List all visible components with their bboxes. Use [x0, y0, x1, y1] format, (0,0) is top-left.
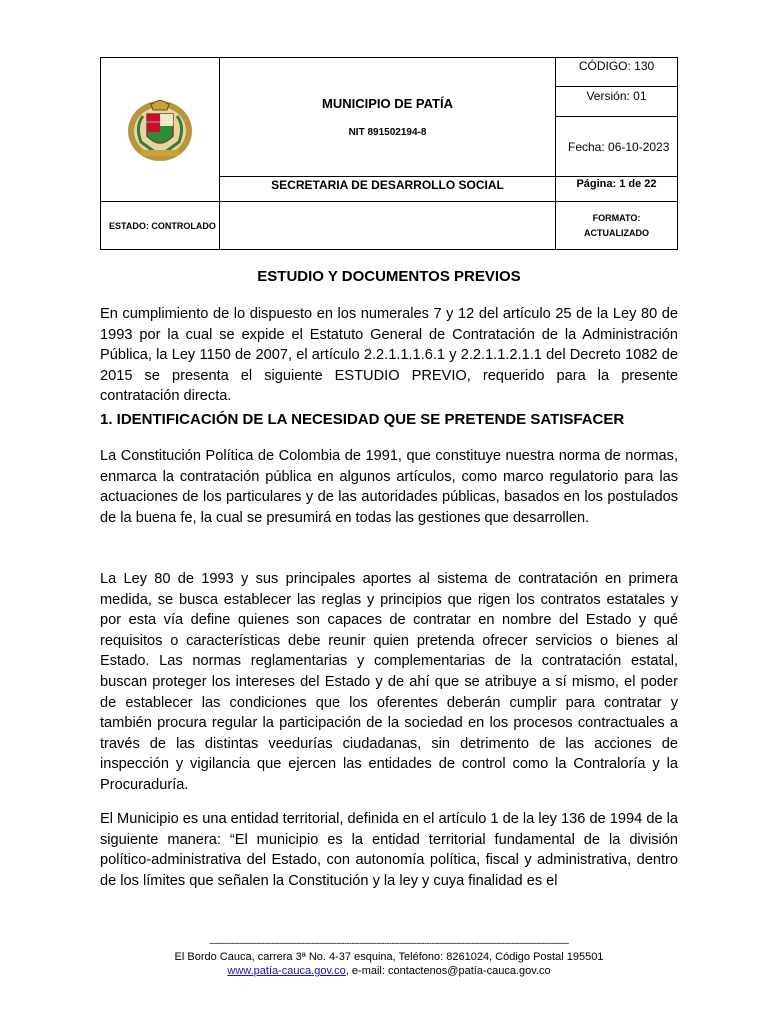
section-1-heading: 1. IDENTIFICACIÓN DE LA NECESIDAD QUE SE PRETENDE SATISFACER	[100, 411, 625, 428]
municipal-coat-of-arms-icon	[125, 96, 195, 164]
intro-paragraph: En cumplimiento de lo dispuesto en los numerales 7 y 12 del artículo 25 de la Ley 80 de 1993 por la cual se expide el Estatuto General de Contratación de la Administración Pública, la Ley 1150 de 2007, el artículo 2.2.1.1.1.6.1 y 2.2.1.1.2.1.1 del Decreto 1082 de 2015 se presenta el siguiente ESTUDIO PREVIO, requerido para la presente contratación directa.	[100, 306, 678, 405]
department-name: SECRETARIA DE DESARROLLO SOCIAL	[271, 178, 504, 192]
section-1-paragraph-3: El Municipio es una entidad territorial, definida en el artículo 1 de la ley 136 de 1994 de la siguiente manera: “El municipio es la entidad territorial fundamental de la división político-administrativa del Estado, con autonomía política, fiscal y administrativa, dentro de los límites que señalen la Constitución y la ley y cuya finalidad es el	[100, 811, 678, 889]
empty-cell	[220, 202, 556, 250]
nit-number: NIT 891502194-8	[348, 127, 427, 138]
title-cell	[220, 58, 556, 177]
code-cell	[556, 58, 678, 87]
document-code: CÓDIGO: 130	[578, 59, 655, 73]
document-status: ESTADO: CONTROLADO	[109, 220, 216, 231]
document-date: Fecha: 06-10-2023	[568, 139, 670, 154]
format-cell	[556, 202, 678, 250]
format-label: FORMATO:	[592, 212, 641, 223]
document-header-table	[100, 57, 678, 250]
status-cell	[101, 202, 220, 250]
page-cell	[556, 177, 678, 202]
municipality-name: MUNICIPIO DE PATÍA	[322, 96, 453, 111]
footer-separator: ------------------------------------------------------------------------------------------------------------------------------------------------	[209, 938, 569, 948]
document-title: ESTUDIO Y DOCUMENTOS PREVIOS	[257, 268, 521, 285]
date-cell	[556, 117, 678, 177]
website-link[interactable]: www.patía-cauca.gov.co	[227, 965, 346, 977]
section-1-paragraph-2: La Ley 80 de 1993 y sus principales aportes al sistema de contratación en primera medida, se busca establecer las reglas y principios que rigen los contratos estatales y por esta vía define quienes son capaces de contratar en nombre del Estado y qué requisitos o características debe reunir quien pretenda ofrecer servicios o bienes al Estado. Las normas reglamentarias y complementarias de la contratación estatal, buscan proteger los intereses del Estado y de ahí que se atribuye a sí mismo, el poder de establecer las condiciones que los oferentes deberán cumplir para contratar y también procura regular la participación de la sociedad en los procesos contractuales a través de las distintas veedurías ciudadanas, sin detrimento de las acciones de inspección y vigilancia que ejercen las entidades de control como la Contraloría y la Procuraduría.	[100, 571, 678, 793]
page-number: Página: 1 de 22	[576, 178, 657, 190]
version-cell	[556, 87, 678, 117]
footer-contact	[100, 964, 678, 978]
department-cell	[220, 177, 556, 202]
format-value: ACTUALIZADO	[584, 227, 649, 238]
footer-address: El Bordo Cauca, carrera 3ª No. 4-37 esquina, Teléfono: 8261024, Código Postal 195501	[174, 951, 604, 963]
page-footer	[100, 936, 678, 978]
document-version: Versión: 01	[586, 89, 647, 103]
section-1-paragraph-1: La Constitución Política de Colombia de 1991, que constituye nuestra norma de normas, enmarca la contratación pública en algunos artículos, como marco regulatorio para las actuaciones de los particulares y de las autoridades públicas, basados en los postulados de la buena fe, la cual se presumirá en todas las gestiones que desarrollen.	[100, 448, 678, 526]
seal-cell	[101, 58, 220, 202]
footer-email: , e-mail: contactenos@patía-cauca.gov.co	[345, 965, 551, 977]
